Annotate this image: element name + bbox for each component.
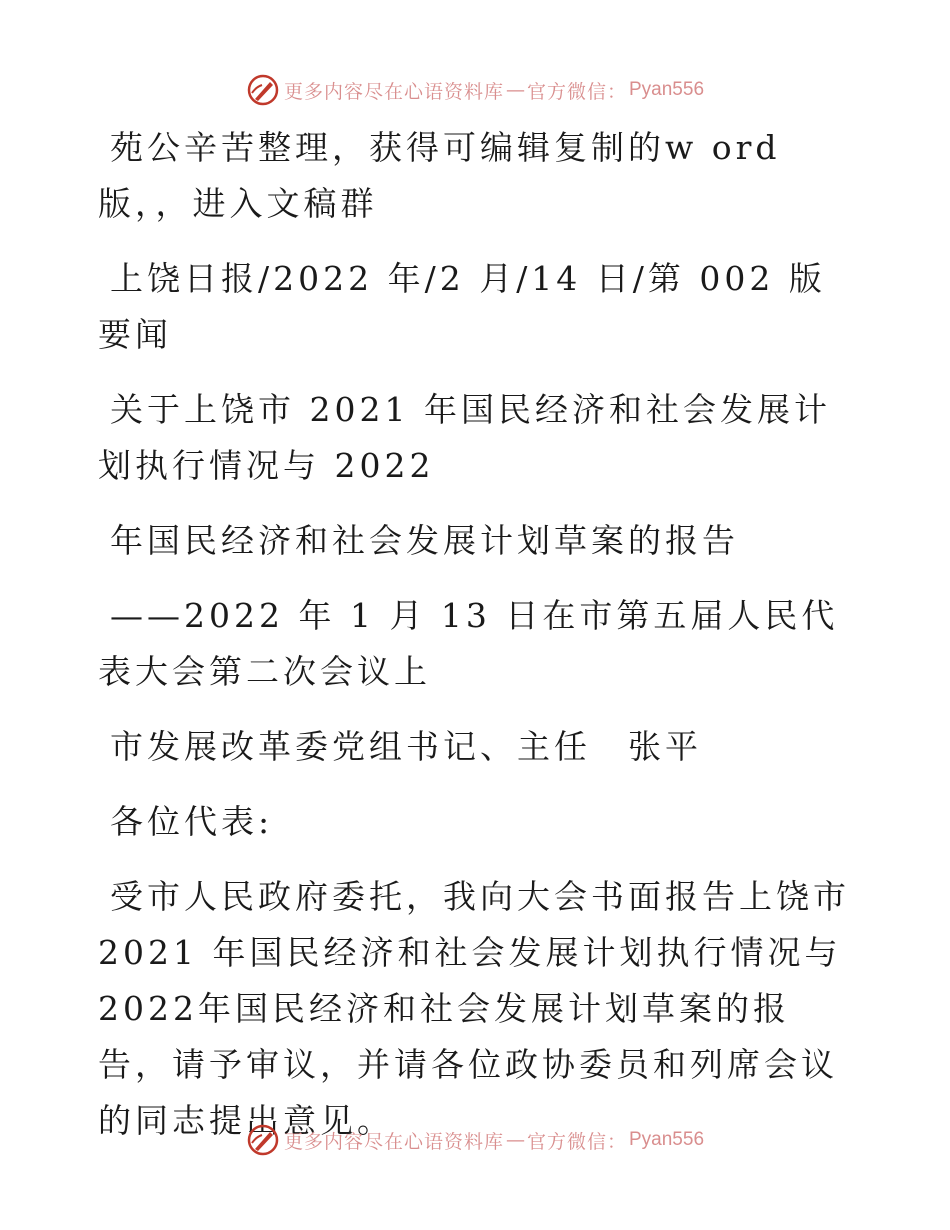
author-line: 市发展改革委党组书记、主任 张平 [110, 727, 702, 766]
watermark-id: Pyan556 [629, 79, 705, 100]
watermark-text: 更多内容尽在心语资料库 [283, 80, 504, 103]
body-paragraph: 受市人民政府委托，我向大会书面报告上饶市2021 年国民经济和社会发展计划执行情况与 2022年国民经济和社会发展计划草案的报告，请予审议，并请各位政协委员和列席会议的同志提出意见。 [98, 877, 850, 1140]
watermark-separator: — [505, 1129, 525, 1151]
quill-logo-icon [246, 73, 280, 107]
watermark-label: 官方微信： [526, 80, 627, 103]
watermark-text: 更多内容尽在心语资料库 [283, 1130, 504, 1153]
watermark-id: Pyan556 [629, 1129, 705, 1150]
meeting-subtitle: ——2022 年 1 月 13 日在市第五届人民代表大会第二次会议上 [98, 596, 839, 691]
watermark-banner-top [0, 70, 950, 110]
document-body [98, 120, 858, 1168]
watermark-banner-bottom [0, 1120, 950, 1160]
quill-logo-icon [246, 1123, 280, 1157]
report-title-line-2: 年国民经济和社会发展计划草案的报告 [110, 521, 739, 560]
watermark-separator: — [505, 79, 525, 101]
report-title-line-1: 关于上饶市 2021 年国民经济和社会发展计划执行情况与 2022 [98, 390, 831, 485]
source-line: 上饶日报/2022 年/2 月/14 日/第 002 版要闻 [98, 259, 826, 354]
intro-note: 苑公辛苦整理，获得可编辑复制的w ord版，，进入文稿群 [98, 128, 781, 223]
salutation: 各位代表: [110, 802, 274, 841]
watermark-label: 官方微信： [526, 1130, 627, 1153]
